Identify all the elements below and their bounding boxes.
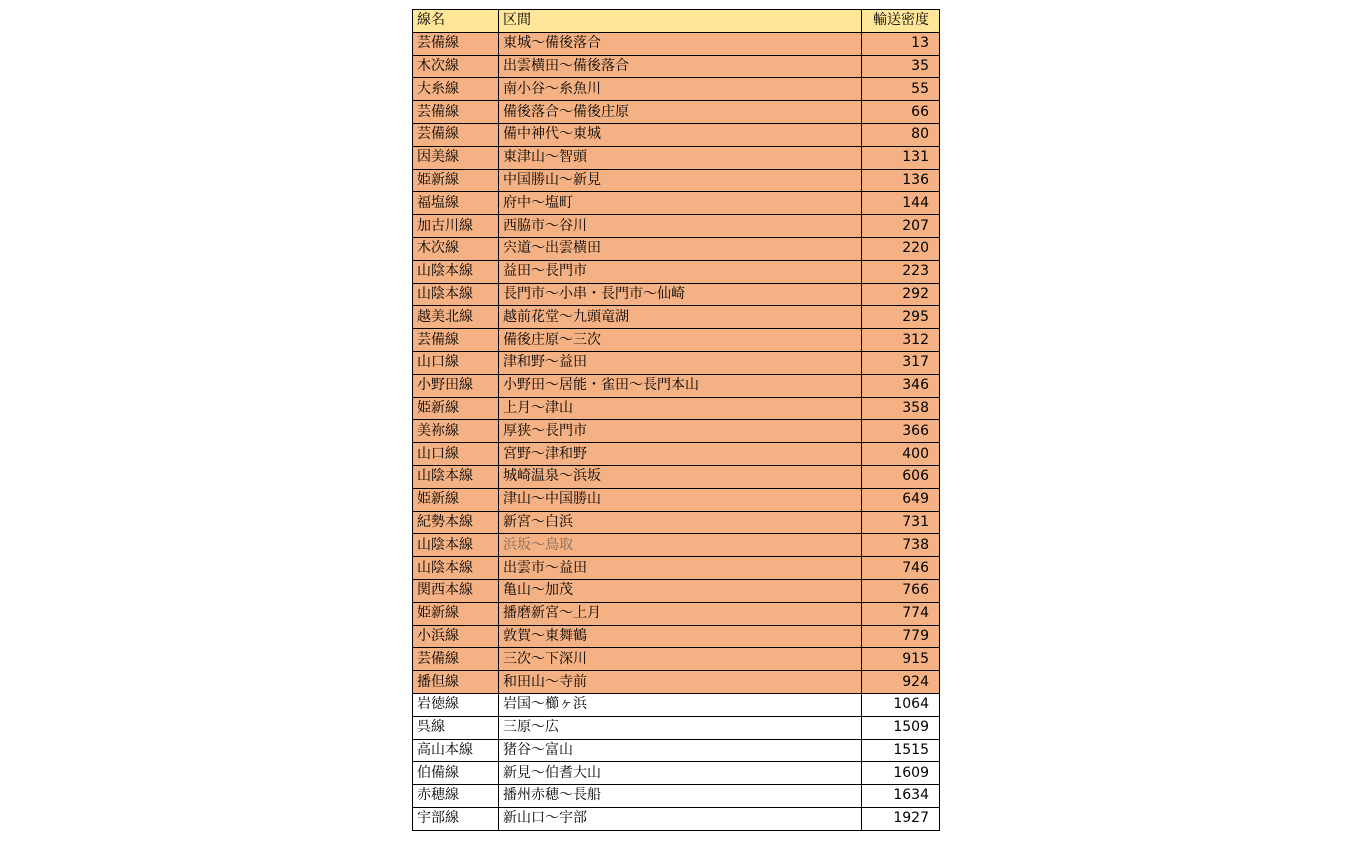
table-row bbox=[413, 511, 940, 534]
cell-section[interactable]: 小野田～居能・雀田～長門本山 bbox=[499, 374, 862, 397]
cell-line[interactable]: 宇部線 bbox=[413, 807, 499, 830]
cell-section[interactable]: 和田山～寺前 bbox=[499, 671, 862, 694]
table-row bbox=[413, 101, 940, 124]
table-row bbox=[413, 215, 940, 238]
cell-section[interactable]: 猪谷～富山 bbox=[499, 739, 862, 762]
cell-section[interactable]: 備中神代～東城 bbox=[499, 123, 862, 146]
cell-density[interactable]: 366 bbox=[862, 420, 940, 443]
cell-line[interactable]: 加古川線 bbox=[413, 215, 499, 238]
cell-density[interactable]: 295 bbox=[862, 306, 940, 329]
cell-line[interactable]: 姫新線 bbox=[413, 169, 499, 192]
table-row bbox=[413, 397, 940, 420]
table-row bbox=[413, 169, 940, 192]
table-row bbox=[413, 716, 940, 739]
cell-section[interactable]: 西脇市～谷川 bbox=[499, 215, 862, 238]
cell-density[interactable]: 738 bbox=[862, 534, 940, 557]
cell-section[interactable]: 新山口～宇部 bbox=[499, 807, 862, 830]
header-section[interactable]: 区間 bbox=[499, 10, 862, 33]
cell-line[interactable]: 赤穂線 bbox=[413, 785, 499, 808]
cell-line[interactable]: 越美北線 bbox=[413, 306, 499, 329]
cell-section[interactable]: 益田～長門市 bbox=[499, 260, 862, 283]
cell-line[interactable]: 芸備線 bbox=[413, 32, 499, 55]
cell-section[interactable]: 新見～伯耆大山 bbox=[499, 762, 862, 785]
cell-line[interactable]: 姫新線 bbox=[413, 397, 499, 420]
cell-density[interactable]: 136 bbox=[862, 169, 940, 192]
cell-density[interactable]: 1509 bbox=[862, 716, 940, 739]
table-row bbox=[413, 465, 940, 488]
cell-section[interactable]: 宍道～出雲横田 bbox=[499, 237, 862, 260]
cell-density[interactable]: 292 bbox=[862, 283, 940, 306]
table-row bbox=[413, 762, 940, 785]
cell-line[interactable]: 山口線 bbox=[413, 443, 499, 466]
cell-section[interactable]: 出雲市～益田 bbox=[499, 557, 862, 580]
cell-line[interactable]: 芸備線 bbox=[413, 123, 499, 146]
cell-line[interactable]: 小野田線 bbox=[413, 374, 499, 397]
cell-density[interactable]: 223 bbox=[862, 260, 940, 283]
cell-section[interactable]: 中国勝山～新見 bbox=[499, 169, 862, 192]
header-row bbox=[413, 10, 940, 33]
cell-density[interactable]: 1609 bbox=[862, 762, 940, 785]
cell-density[interactable]: 220 bbox=[862, 237, 940, 260]
cell-section[interactable]: 播磨新宮～上月 bbox=[499, 602, 862, 625]
cell-density[interactable]: 80 bbox=[862, 123, 940, 146]
table-row bbox=[413, 32, 940, 55]
cell-line[interactable]: 山陰本線 bbox=[413, 283, 499, 306]
cell-section[interactable]: 播州赤穂～長船 bbox=[499, 785, 862, 808]
table-row bbox=[413, 534, 940, 557]
table-row bbox=[413, 443, 940, 466]
cell-section[interactable]: 敦賀～東舞鶴 bbox=[499, 625, 862, 648]
table-row bbox=[413, 283, 940, 306]
cell-section[interactable]: 岩国～櫛ヶ浜 bbox=[499, 693, 862, 716]
cell-line[interactable]: 美祢線 bbox=[413, 420, 499, 443]
table-row bbox=[413, 237, 940, 260]
cell-section[interactable]: 上月～津山 bbox=[499, 397, 862, 420]
cell-line[interactable]: 岩徳線 bbox=[413, 693, 499, 716]
table-body bbox=[413, 32, 940, 830]
cell-density[interactable]: 358 bbox=[862, 397, 940, 420]
table-row bbox=[413, 488, 940, 511]
cell-section[interactable]: 三原～広 bbox=[499, 716, 862, 739]
cell-section[interactable]: 新宮～白浜 bbox=[499, 511, 862, 534]
table-row bbox=[413, 374, 940, 397]
cell-line[interactable]: 山口線 bbox=[413, 351, 499, 374]
header-line[interactable]: 線名 bbox=[413, 10, 499, 33]
cell-density[interactable]: 144 bbox=[862, 192, 940, 215]
cell-density[interactable]: 400 bbox=[862, 443, 940, 466]
table-header bbox=[413, 10, 940, 33]
cell-section[interactable]: 備後落合～備後庄原 bbox=[499, 101, 862, 124]
cell-density[interactable]: 746 bbox=[862, 557, 940, 580]
cell-line[interactable]: 山陰本線 bbox=[413, 534, 499, 557]
cell-line[interactable]: 小浜線 bbox=[413, 625, 499, 648]
cell-density[interactable]: 649 bbox=[862, 488, 940, 511]
cell-density[interactable]: 606 bbox=[862, 465, 940, 488]
table-row bbox=[413, 557, 940, 580]
cell-line[interactable]: 伯備線 bbox=[413, 762, 499, 785]
table-row bbox=[413, 146, 940, 169]
density-table bbox=[412, 9, 940, 831]
table-row bbox=[413, 693, 940, 716]
cell-section[interactable]: 厚狭～長門市 bbox=[499, 420, 862, 443]
cell-density[interactable]: 1634 bbox=[862, 785, 940, 808]
cell-line[interactable]: 木次線 bbox=[413, 55, 499, 78]
cell-section[interactable]: 宮野～津和野 bbox=[499, 443, 862, 466]
cell-density[interactable]: 1515 bbox=[862, 739, 940, 762]
cell-section[interactable]: 浜坂～鳥取 bbox=[499, 534, 862, 557]
cell-density[interactable]: 731 bbox=[862, 511, 940, 534]
cell-density[interactable]: 35 bbox=[862, 55, 940, 78]
cell-density[interactable]: 924 bbox=[862, 671, 940, 694]
table-row bbox=[413, 123, 940, 146]
cell-density[interactable]: 55 bbox=[862, 78, 940, 101]
cell-density[interactable]: 317 bbox=[862, 351, 940, 374]
table-row bbox=[413, 579, 940, 602]
cell-density[interactable]: 915 bbox=[862, 648, 940, 671]
cell-line[interactable]: 姫新線 bbox=[413, 488, 499, 511]
cell-section[interactable]: 府中～塩町 bbox=[499, 192, 862, 215]
cell-section[interactable]: 三次～下深川 bbox=[499, 648, 862, 671]
table-row bbox=[413, 785, 940, 808]
cell-density[interactable]: 13 bbox=[862, 32, 940, 55]
table-row bbox=[413, 625, 940, 648]
table-row bbox=[413, 351, 940, 374]
table-row bbox=[413, 739, 940, 762]
cell-density[interactable]: 766 bbox=[862, 579, 940, 602]
cell-line[interactable]: 高山本線 bbox=[413, 739, 499, 762]
cell-line[interactable]: 山陰本線 bbox=[413, 260, 499, 283]
cell-line[interactable]: 芸備線 bbox=[413, 648, 499, 671]
table-row bbox=[413, 602, 940, 625]
cell-line[interactable]: 芸備線 bbox=[413, 101, 499, 124]
cell-density[interactable]: 66 bbox=[862, 101, 940, 124]
cell-section[interactable]: 備後庄原～三次 bbox=[499, 329, 862, 352]
cell-density[interactable]: 774 bbox=[862, 602, 940, 625]
cell-density[interactable]: 346 bbox=[862, 374, 940, 397]
cell-section[interactable]: 南小谷～糸魚川 bbox=[499, 78, 862, 101]
table-row bbox=[413, 807, 940, 830]
cell-density[interactable]: 1064 bbox=[862, 693, 940, 716]
cell-line[interactable]: 紀勢本線 bbox=[413, 511, 499, 534]
cell-line[interactable]: 因美線 bbox=[413, 146, 499, 169]
table-row bbox=[413, 671, 940, 694]
cell-line[interactable]: 芸備線 bbox=[413, 329, 499, 352]
cell-section[interactable]: 東津山～智頭 bbox=[499, 146, 862, 169]
cell-section[interactable]: 津和野～益田 bbox=[499, 351, 862, 374]
table-row bbox=[413, 192, 940, 215]
header-density[interactable]: 輸送密度 bbox=[862, 10, 940, 33]
cell-density[interactable]: 131 bbox=[862, 146, 940, 169]
cell-section[interactable]: 長門市～小串・長門市～仙崎 bbox=[499, 283, 862, 306]
cell-line[interactable]: 関西本線 bbox=[413, 579, 499, 602]
table-row bbox=[413, 78, 940, 101]
cell-density[interactable]: 779 bbox=[862, 625, 940, 648]
cell-line[interactable]: 姫新線 bbox=[413, 602, 499, 625]
table-row bbox=[413, 420, 940, 443]
table-row bbox=[413, 306, 940, 329]
cell-section[interactable]: 城崎温泉～浜坂 bbox=[499, 465, 862, 488]
cell-line[interactable]: 山陰本線 bbox=[413, 557, 499, 580]
cell-density[interactable]: 312 bbox=[862, 329, 940, 352]
cell-density[interactable]: 207 bbox=[862, 215, 940, 238]
cell-density[interactable]: 1927 bbox=[862, 807, 940, 830]
cell-section[interactable]: 出雲横田～備後落合 bbox=[499, 55, 862, 78]
cell-line[interactable]: 木次線 bbox=[413, 237, 499, 260]
table-row bbox=[413, 55, 940, 78]
cell-section[interactable]: 越前花堂～九頭竜湖 bbox=[499, 306, 862, 329]
cell-line[interactable]: 大糸線 bbox=[413, 78, 499, 101]
cell-line[interactable]: 呉線 bbox=[413, 716, 499, 739]
table-row bbox=[413, 260, 940, 283]
cell-line[interactable]: 山陰本線 bbox=[413, 465, 499, 488]
table-row bbox=[413, 329, 940, 352]
cell-line[interactable]: 福塩線 bbox=[413, 192, 499, 215]
table-row bbox=[413, 648, 940, 671]
cell-line[interactable]: 播但線 bbox=[413, 671, 499, 694]
cell-section[interactable]: 亀山～加茂 bbox=[499, 579, 862, 602]
cell-section[interactable]: 津山～中国勝山 bbox=[499, 488, 862, 511]
cell-section[interactable]: 東城～備後落合 bbox=[499, 32, 862, 55]
